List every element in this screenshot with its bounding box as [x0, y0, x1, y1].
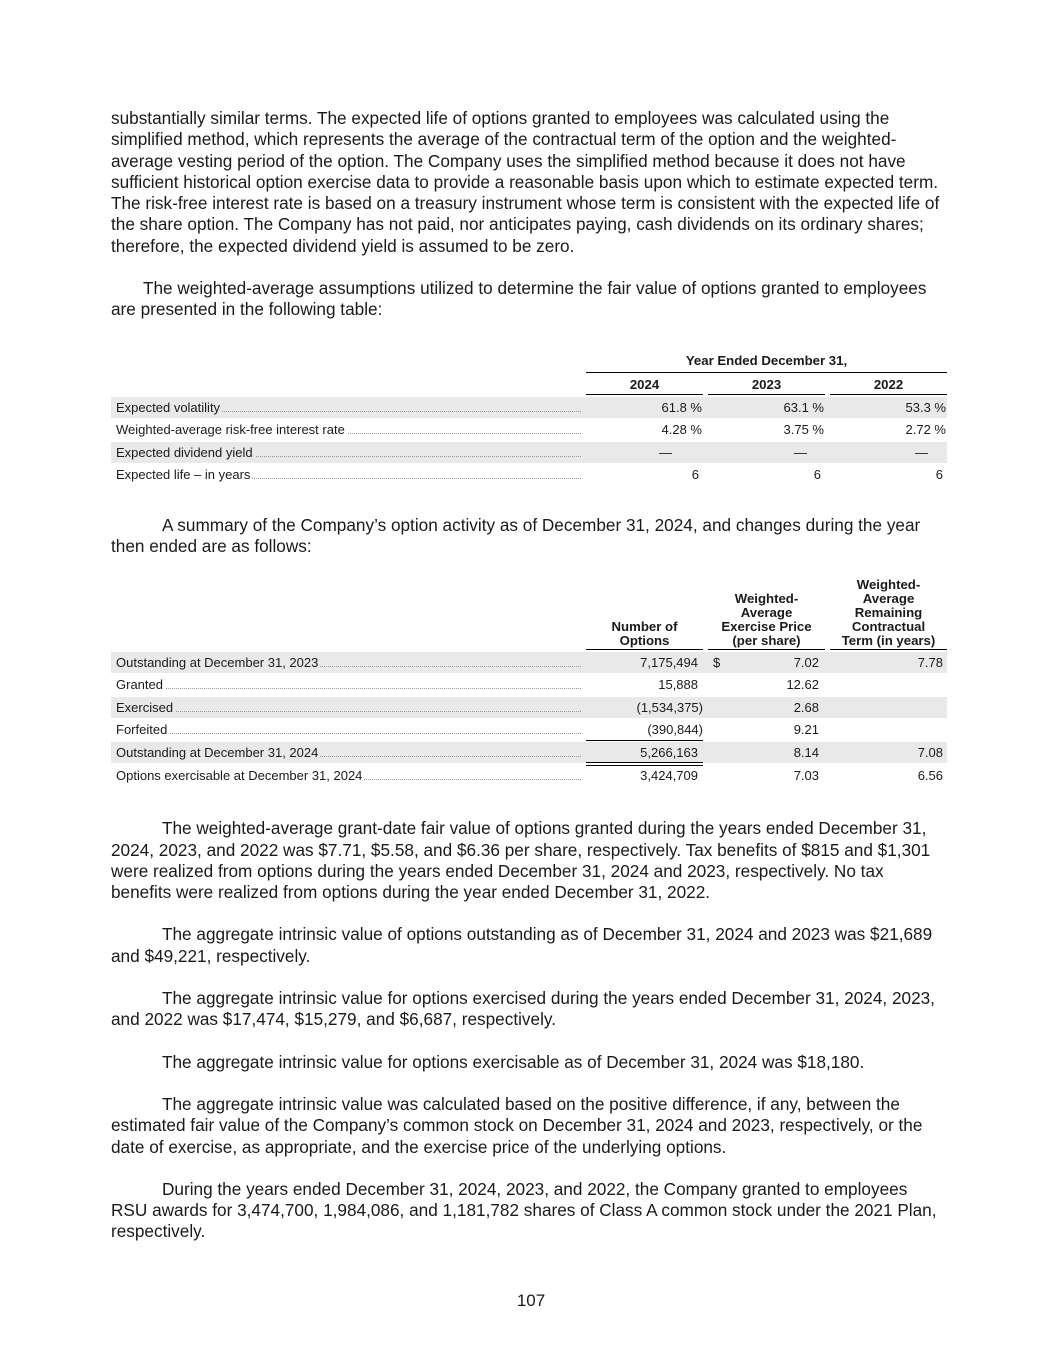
cell-options: (1,534,375): [636, 700, 703, 716]
table-row: [111, 742, 947, 763]
header-rule: [708, 649, 825, 650]
cell-price: 12.62: [786, 677, 819, 693]
cell-term: 7.08: [917, 745, 943, 761]
table-row: [111, 674, 947, 695]
cell-price: 9.21: [793, 722, 819, 738]
table-row: [111, 719, 947, 740]
cell-2022: 2.72 %: [905, 421, 946, 437]
row-label: Expected volatility: [116, 399, 221, 415]
cell-2024: 4.28 %: [661, 421, 702, 437]
assumptions-table: [111, 351, 947, 481]
cell-price: 7.02: [793, 655, 819, 671]
intrinsic-outstanding-paragraph: The aggregate intrinsic value of options outstanding as of December 31, 2024 and 2023 was $21,689 and $49,221, respectively.: [111, 924, 933, 966]
table-row: [111, 397, 947, 418]
year-header-2024: 2024: [586, 376, 703, 395]
row-label: Expected life – in years: [116, 466, 251, 482]
table-row: [111, 652, 947, 673]
table-row: [111, 765, 947, 786]
cell-options: 5,266,163: [640, 745, 698, 761]
cell-price: 7.03: [793, 768, 819, 784]
intrinsic-method-paragraph: The aggregate intrinsic value was calculated based on the positive difference, if any, between the estimated fair value of the Company’s common stock on December 31, 2024 and 2023, respectively, or the date of exercise, as appropriate, and the exercise price of the underlying options.: [111, 1093, 923, 1157]
cell-2022: 53.3 %: [905, 399, 946, 415]
cell-options: (390,844): [647, 722, 703, 738]
cell-2024: 6: [691, 466, 699, 482]
activity-intro-paragraph: A summary of the Company’s option activity as of December 31, 2024, and changes during the year then ended are as follows:: [111, 514, 921, 556]
assumptions-intro-paragraph: The weighted-average assumptions utilized to determine the fair value of options granted to employees are presented in the following table:: [111, 278, 927, 320]
header-rule: [586, 649, 703, 650]
cell-2023: 3.75 %: [783, 421, 824, 437]
table-row: [111, 419, 947, 440]
cell-options: 7,175,494: [640, 655, 698, 671]
cell-2023: 63.1 %: [783, 399, 824, 415]
row-label: Weighted-average risk-free interest rate: [116, 421, 345, 437]
subtotal-rule: [586, 740, 703, 741]
rsu-paragraph: During the years ended December 31, 2024, 2023, and 2022, the Company granted to employees RSU awards for 3,474,700, 1,984,086, and 1,181,782 shares of Class A common stock under the 2021 Plan, respectively.: [111, 1178, 937, 1242]
cell-price: 8.14: [793, 745, 819, 761]
year-header-2022: 2022: [830, 376, 947, 395]
cell-price: 2.68: [793, 700, 819, 716]
header-number-of-options: Number of Options: [611, 619, 678, 649]
row-label: Forfeited: [116, 722, 168, 738]
intro-paragraph: substantially similar terms. The expected life of options granted to employees was calculated using the simplified method, which represents the average of the contractual term of the option and the weighted-average vesting period of the option. The Company uses the simplified method because it does not have sufficient historical option exercise data to provide a reasonable basis upon which to estimate expected term. The risk-free interest rate is based on a treasury instrument whose term is consistent with the expected life of the share option. The Company has not paid, nor anticipates paying, cash dividends on its ordinary shares; therefore, the expected dividend yield is assumed to be zero.: [111, 108, 940, 256]
row-label: Exercised: [116, 700, 174, 716]
cell-2024: —: [659, 444, 672, 460]
cell-options: 3,424,709: [640, 768, 698, 784]
row-label: Granted: [116, 677, 163, 693]
header-contractual-term: Weighted- Average Remaining Contractual Term (in years): [841, 577, 936, 649]
currency-symbol: $: [713, 655, 721, 671]
table-row: [111, 464, 947, 485]
cell-term: 6.56: [917, 768, 943, 784]
intrinsic-exercised-paragraph: The aggregate intrinsic value for options exercised during the years ended December 31, 2024, 2023, and 2022 was $17,474, $15,279, and $6,687, respectively.: [111, 988, 935, 1030]
document-page: [111, 108, 947, 1243]
header-exercise-price: Weighted- Average Exercise Price (per share): [721, 591, 812, 649]
row-label: Outstanding at December 31, 2023: [116, 655, 319, 671]
page-number: 107: [516, 1291, 546, 1310]
header-rule: [830, 649, 947, 650]
cell-2022: 6: [935, 466, 943, 482]
cell-2023: 6: [813, 466, 821, 482]
cell-2023: —: [794, 444, 807, 460]
year-group-header: Year Ended December 31,: [586, 351, 947, 373]
table-row: [111, 697, 947, 718]
row-label: Outstanding at December 31, 2024: [116, 745, 319, 761]
cell-2022: —: [915, 444, 928, 460]
row-label: Expected dividend yield: [116, 444, 253, 460]
table-row: [111, 442, 947, 463]
fair-value-paragraph: The weighted-average grant-date fair value of options granted during the years ended December 31, 2024, 2023, and 2022 was $7.71, $5.58, and $6.36 per share, respectively. Tax benefits of $815 and $1,301 were realized from options during the years ended December 31, 2024 and 2023, respectively. No tax benefits were realized from options during the year ended December 31, 2022.: [111, 818, 931, 903]
cell-term: 7.78: [917, 655, 943, 671]
intrinsic-exercisable-paragraph: The aggregate intrinsic value for options exercisable as of December 31, 2024 was $18,180.: [162, 1051, 865, 1072]
row-label: Options exercisable at December 31, 2024: [116, 768, 363, 784]
option-activity-table: [111, 577, 947, 785]
year-header-2023: 2023: [708, 376, 825, 395]
cell-options: 15,888: [658, 677, 698, 693]
cell-2024: 61.8 %: [661, 399, 702, 415]
